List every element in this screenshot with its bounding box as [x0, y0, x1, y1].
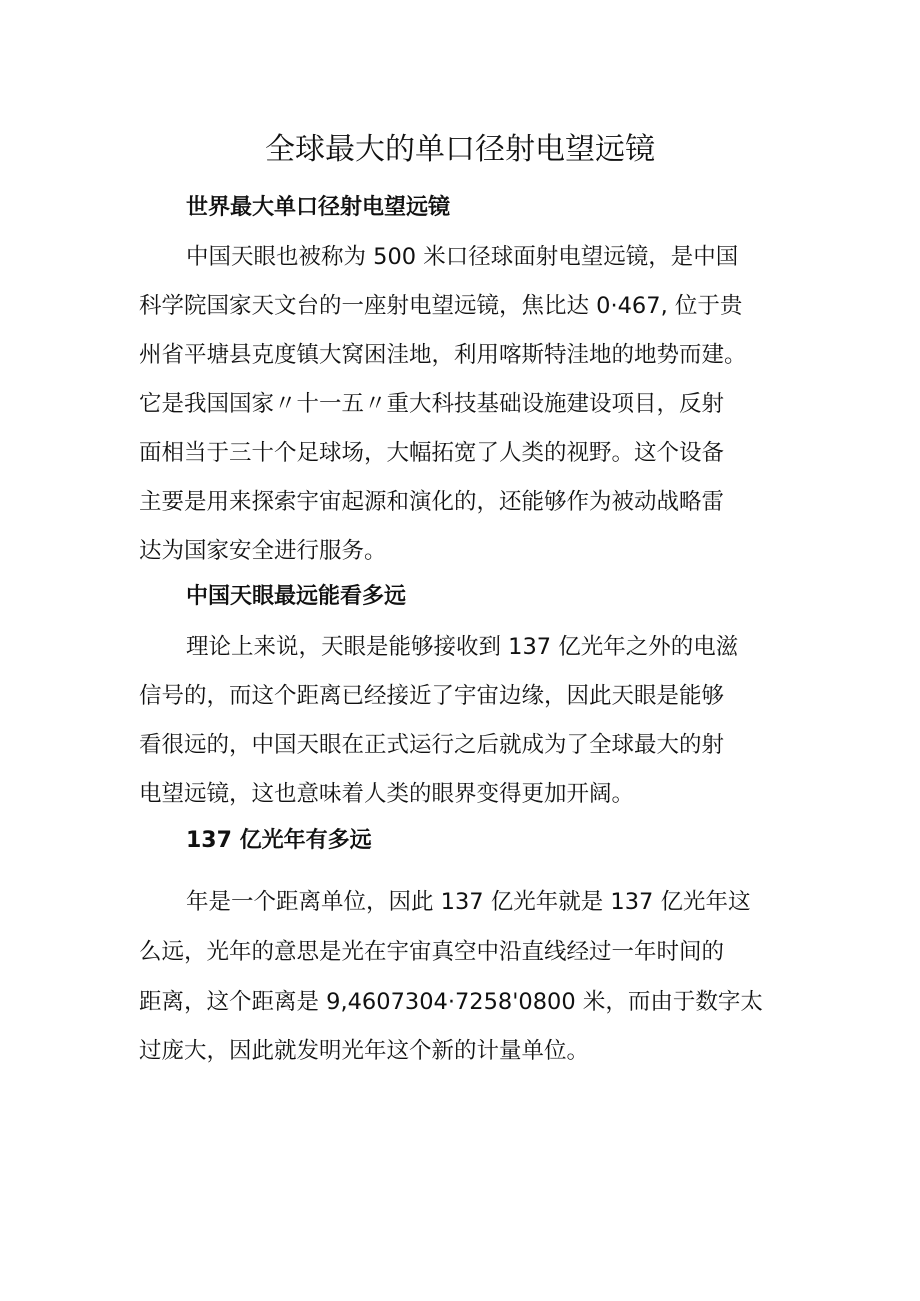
paragraph-line: 看很远的，中国天眼在正式运行之后就成为了全球最大的射 [139, 732, 725, 758]
paragraph-line: 距离，这个距离是 9,4607304·7258'0800 米，而由于数字太 [139, 989, 763, 1015]
paragraph-line: 中国天眼也被称为 500 米口径球面射电望远镜，是中国 [186, 244, 739, 270]
paragraph-line: 主要是用来探索宇宙起源和演化的，还能够作为被动战略雷 [139, 489, 725, 515]
paragraph-line: 达为国家安全进行服务。 [139, 538, 387, 564]
paragraph-line: 年是一个距离单位，因此 137 亿光年就是 137 亿光年这 [186, 889, 751, 915]
paragraph-line: 科学院国家天文台的一座射电望远镜，焦比达 0·467, 位于贵 [139, 293, 743, 319]
section-heading: 世界最大单口径射电望远镜 [186, 195, 451, 220]
paragraph-line: 电望远镜，这也意味着人类的眼界变得更加开阔。 [139, 781, 635, 807]
paragraph-line: 理论上来说，天眼是能够接收到 137 亿光年之外的电滋 [186, 634, 739, 660]
section-heading: 137 亿光年有多远 [186, 828, 372, 853]
paragraph-line: 过庞大，因此就发明光年这个新的计量单位。 [139, 1038, 590, 1064]
paragraph-line: 它是我国国家〃十一五〃重大科技基础设施建设项目，反射 [139, 391, 725, 417]
document-title: 全球最大的单口径射电望远镜 [265, 132, 655, 167]
paragraph-line: 信号的，而这个距离已经接近了宇宙边缘，因此天眼是能够 [139, 683, 725, 709]
paragraph-line: 么远，光年的意思是光在宇宙真空中沿直线经过一年时间的 [139, 939, 725, 965]
paragraph-line: 州省平塘县克度镇大窝困洼地，利用喀斯特洼地的地势而建。 [139, 342, 747, 368]
section-heading: 中国天眼最远能看多远 [186, 584, 407, 609]
paragraph-line: 面相当于三十个足球场，大幅拓宽了人类的视野。这个设备 [139, 440, 725, 466]
